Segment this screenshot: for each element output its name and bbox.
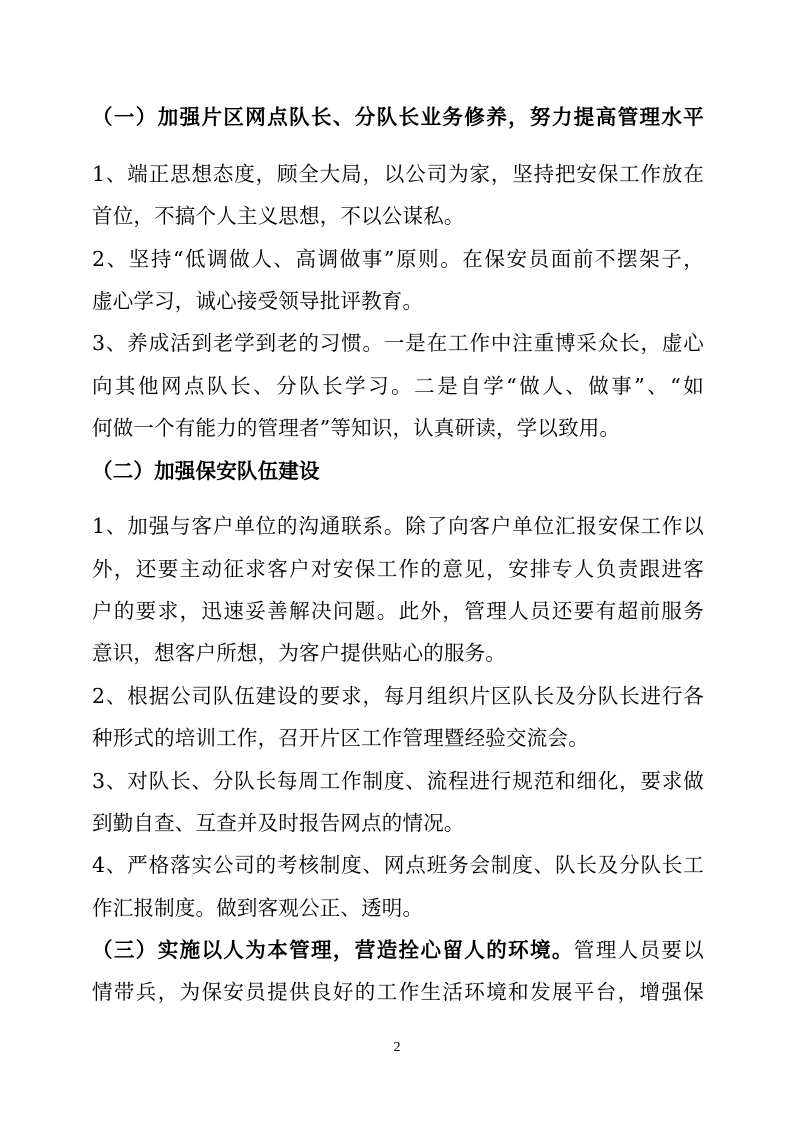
paragraph-line: 1、加强与客户单位的沟通联系。除了向客户单位汇报安保工作以 bbox=[92, 514, 704, 538]
paragraph-line: 意识，想客户所想，为客户提供贴心的服务。 bbox=[92, 641, 506, 665]
paragraph-line: 虚心学习，诚心接受领导批评教育。 bbox=[92, 289, 424, 313]
paragraph-text: 管理人员要以 bbox=[573, 938, 704, 962]
paragraph-line: 3、对队长、分队长每周工作制度、流程进行规范和细化，要求做 bbox=[92, 769, 704, 793]
paragraph-line: 首位，不搞个人主义思想，不以公谋私。 bbox=[92, 204, 465, 228]
paragraph-line-with-heading bbox=[92, 936, 704, 964]
section-heading-3: （三）实施以人为本管理，营造拴心留人的环境。 bbox=[92, 938, 574, 962]
paragraph-line: 外，还要主动征求客户对安保工作的意见，安排专人负责跟进客 bbox=[92, 557, 704, 581]
paragraph-line: 1、端正思想态度，顾全大局，以公司为家，坚持把安保工作放在 bbox=[92, 162, 704, 186]
paragraph-line: 2、坚持“低调做人、高调做事”原则。在保安员面前不摆架子， bbox=[92, 247, 704, 271]
paragraph-line: 3、养成活到老学到老的习惯。一是在工作中注重博采众长，虚心 bbox=[92, 331, 704, 355]
paragraph-line: 4、严格落实公司的考核制度、网点班务会制度、队长及分队长工 bbox=[92, 853, 704, 877]
paragraph-line: 种形式的培训工作，召开片区工作管理暨经验交流会。 bbox=[92, 726, 589, 750]
paragraph-line: 户的要求，迅速妥善解决问题。此外，管理人员还要有超前服务 bbox=[92, 599, 704, 623]
paragraph-line: 何做一个有能力的管理者”等知识，认真研读，学以致用。 bbox=[92, 416, 621, 440]
paragraph-line: 2、根据公司队伍建设的要求，每月组织片区队长及分队长进行各 bbox=[92, 684, 704, 708]
paragraph-line: 到勤自查、互查并及时报告网点的情况。 bbox=[92, 811, 465, 835]
paragraph-line: 向其他网点队长、分队长学习。二是自学“做人、做事”、“如 bbox=[92, 374, 704, 398]
paragraph-line: 作汇报制度。做到客观公正、透明。 bbox=[92, 896, 424, 920]
page-number: 2 bbox=[393, 1040, 401, 1055]
paragraph-line: 情带兵，为保安员提供良好的工作生活环境和发展平台，增强保 bbox=[92, 980, 704, 1004]
section-heading-2: （二）加强保安队伍建设 bbox=[92, 459, 320, 483]
section-heading-1: （一）加强片区网点队长、分队长业务修养，努力提高管理水平 bbox=[92, 105, 704, 129]
